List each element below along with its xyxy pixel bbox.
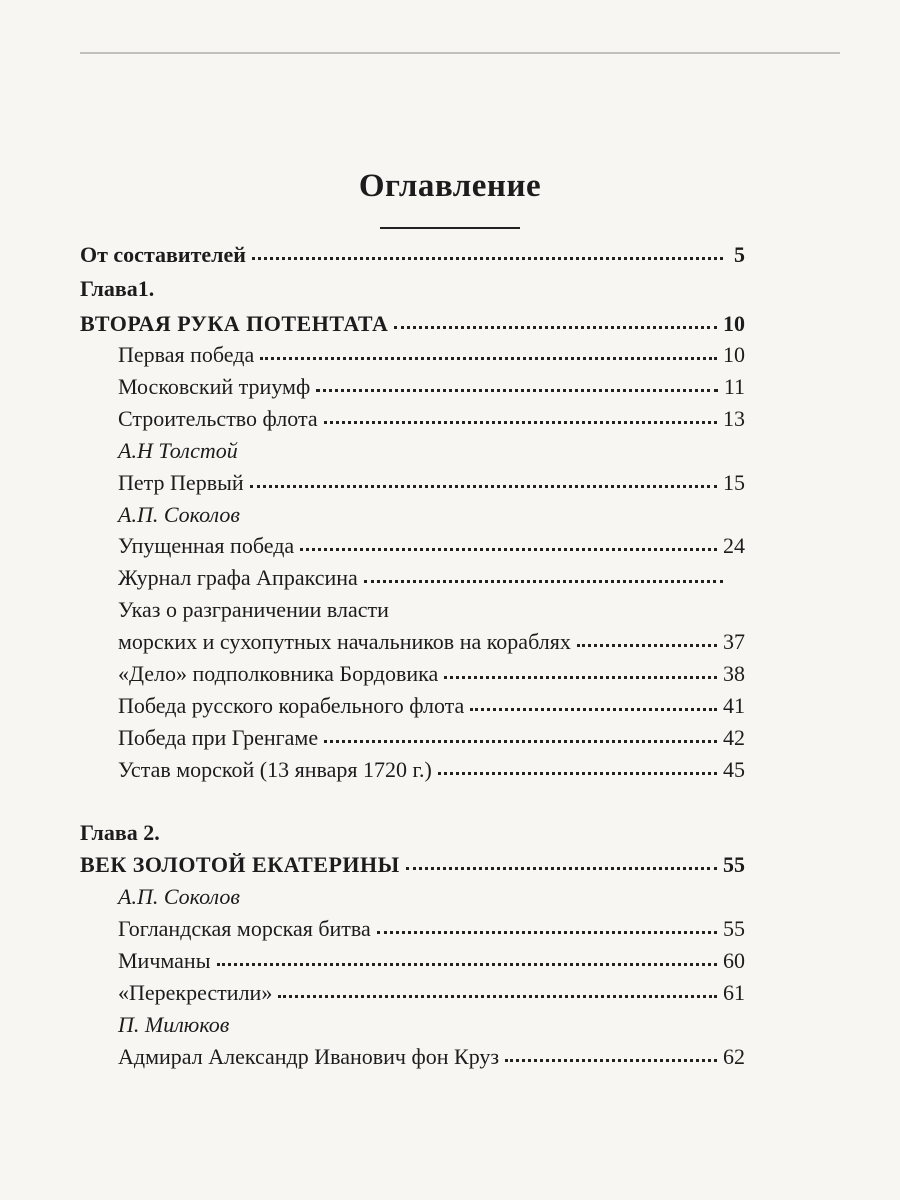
author-name: А.П. Соколов	[118, 502, 240, 527]
page-title: Оглавление	[358, 168, 542, 204]
header-rule	[80, 52, 840, 54]
toc-page-number: 60	[723, 948, 745, 973]
toc-page-number: 13	[723, 406, 745, 431]
toc-entry-title: Победа русского корабельного флота	[118, 693, 465, 718]
dot-leader	[324, 736, 717, 743]
dot-leader	[505, 1055, 717, 1062]
dot-leader	[252, 253, 723, 260]
dot-leader	[278, 991, 717, 998]
dot-leader	[470, 704, 717, 711]
toc-page-number: 55	[723, 916, 745, 941]
toc-entry	[118, 659, 745, 689]
dot-leader	[577, 640, 717, 647]
toc-page-number: 10	[723, 342, 745, 367]
toc-entry	[118, 755, 745, 785]
toc-entry	[118, 627, 745, 657]
dot-leader	[377, 927, 717, 934]
toc-entry-title: ВТОРАЯ РУКА ПОТЕНТАТА	[80, 311, 389, 336]
toc-page-number: 10	[723, 311, 745, 336]
toc-entry-title: Устав морской (13 января 1720 г.)	[118, 757, 432, 782]
dot-leader	[250, 481, 717, 488]
chapter-label: Глава1.	[80, 276, 155, 301]
toc-entry-title: Адмирал Александр Иванович фон Круз	[118, 1044, 500, 1069]
toc-entry	[118, 946, 745, 976]
dot-leader	[217, 959, 718, 966]
toc-entry-title: «Перекрестили»	[118, 980, 273, 1005]
toc-entry	[118, 691, 745, 721]
toc-page-number: 42	[723, 725, 745, 750]
toc-page-number: 61	[723, 980, 745, 1005]
toc-entry	[118, 563, 745, 593]
toc-entry-title: морских и сухопутных начальников на кораблях	[118, 629, 571, 654]
toc-entry-title: Журнал графа Апраксина	[118, 565, 358, 590]
dot-leader	[364, 576, 723, 583]
dot-leader	[324, 417, 717, 424]
author-name: А.Н Толстой	[118, 438, 238, 463]
toc-entry-title: Первая победа	[118, 342, 255, 367]
toc-entry	[118, 978, 745, 1008]
toc-entry-title: Гогландская морская битва	[118, 916, 371, 941]
toc-page-number: 37	[723, 629, 745, 654]
toc-page-number: 55	[723, 852, 745, 877]
title-underline	[380, 227, 520, 229]
toc-entry-title: Упущенная победа	[118, 533, 295, 558]
toc-page-number: 5	[734, 242, 745, 267]
chapter-label: Глава 2.	[80, 820, 160, 845]
dot-leader	[438, 768, 717, 775]
author-name: П. Милюков	[118, 1012, 230, 1037]
toc-entry	[118, 1042, 745, 1072]
dot-leader	[300, 544, 717, 551]
toc-entry-title: Мичманы	[118, 948, 211, 973]
toc-page-number: 62	[723, 1044, 745, 1069]
toc-entry	[118, 531, 745, 561]
toc-line: Указ о разграничении власти	[118, 597, 389, 622]
toc-entry	[118, 372, 745, 402]
toc-entry	[80, 309, 745, 339]
toc-entry	[118, 914, 745, 944]
toc-entry-title: Московский триумф	[118, 374, 311, 399]
toc-entry-title: Победа при Гренгаме	[118, 725, 319, 750]
toc-entry	[80, 850, 745, 880]
toc-entry-title: Петр Первый	[118, 470, 244, 495]
toc-page-number: 15	[723, 470, 745, 495]
author-name: А.П. Соколов	[118, 884, 240, 909]
toc-page-number: 11	[723, 374, 745, 399]
toc-entry-title: От составителей	[80, 242, 246, 267]
dot-leader	[260, 353, 717, 360]
dot-leader	[444, 672, 717, 679]
toc-page-number: 38	[723, 661, 745, 686]
toc-entry	[118, 468, 745, 498]
dot-leader	[394, 322, 717, 329]
toc-entry	[118, 404, 745, 434]
toc-page-number: 45	[723, 757, 745, 782]
toc-entry	[80, 240, 745, 270]
toc-entry	[118, 340, 745, 370]
dot-leader	[316, 385, 718, 392]
toc-page-number: 41	[723, 693, 745, 718]
toc-page-number: 24	[723, 533, 745, 558]
toc-entry-title: «Дело» подполковника Бордовика	[118, 661, 439, 686]
toc-entry	[118, 723, 745, 753]
dot-leader	[406, 863, 717, 870]
toc-entry-title: ВЕК ЗОЛОТОЙ ЕКАТЕРИНЫ	[80, 852, 400, 877]
toc-entry-title: Строительство флота	[118, 406, 318, 431]
